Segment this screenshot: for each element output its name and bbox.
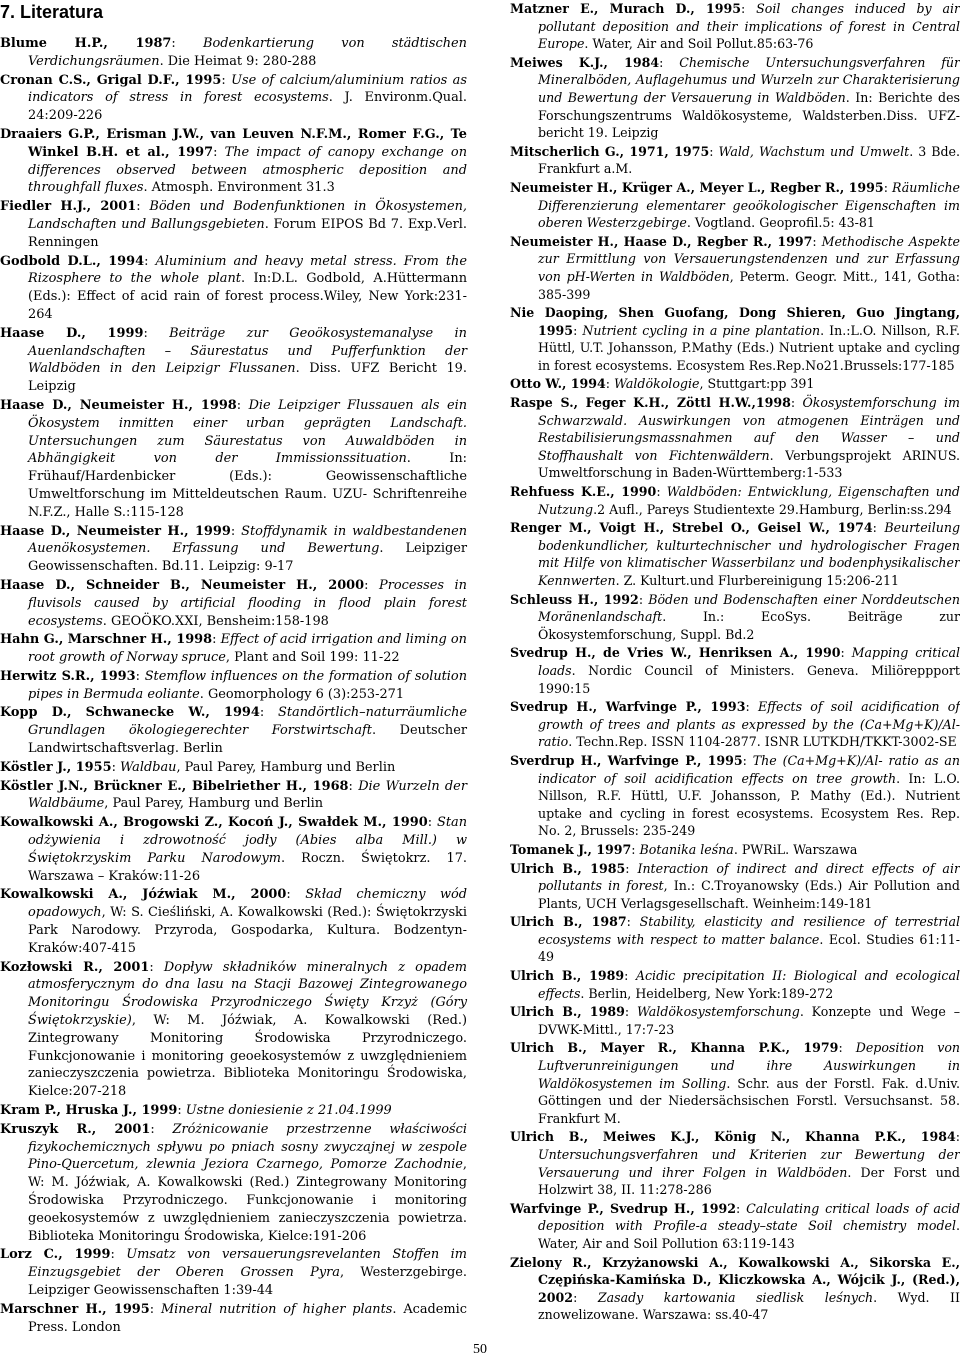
reference-year: , 1984: [901, 1129, 956, 1145]
reference-separator: :: [573, 1289, 598, 1305]
reference-title: Waldbau: [120, 759, 177, 775]
reference-year: , 2001: [91, 1121, 151, 1137]
reference-year: , 1987: [103, 36, 172, 51]
reference-authors: Kowalkowski A., Jóźwiak M.: [0, 887, 232, 903]
reference-title: Dopływ składników mineralnych z opadem atmosferycznym do dna lasu na Stacji Bazowej Zintegrowanego Monitoringu Środowiska Przyrodniczego Święty Krzyż (Góry Świętokrzyskie): [28, 959, 467, 1029]
reference-year: , 1990: [793, 645, 841, 661]
reference-title: Calculating critical loads of acid deposition with Profile-a steady–state Soil chemistry model: [538, 1200, 960, 1234]
reference-authors: Matzner E., Murach D.: [510, 1, 691, 16]
reference-separator: :: [883, 179, 892, 195]
reference-separator: :: [213, 144, 225, 160]
reference-title: Umsatz von versauerungsrevelanten Stoffen im Einzugsgebiet der Oberen Grossen Pyra: [28, 1247, 467, 1281]
reference-year: , 1984: [603, 54, 660, 70]
reference-source: , W: M. Jóźwiak, A. Kowalkowski (Red.) Zintegrowany Monitoring Środowiska Przyrodniczego. Funkcjonowanie i monitoring geoekosystemów z uwzględnieniem zanieczyszczenia powietrza. Biblioteka Monitoringu Środowiska, Kielce:191-206: [28, 1157, 467, 1244]
reference-authors: Ulrich B.: [510, 1004, 578, 1020]
reference-entry: [510, 591, 960, 644]
reference-title: Untersuchungsverfahren und Kriterien zur Bewertung der Versauerung und ihrer Folgen in Waldböden: [538, 1147, 960, 1180]
reference-entry: [0, 778, 467, 814]
reference-separator: :: [745, 699, 758, 715]
reference-year: , 1999: [184, 523, 231, 539]
reference-title: Die Leipziger Flussauen als ein Ökosystem inmitten einer urban geprägten Landschaft. Untersuchungen zum Säurestatus von Auwaldböden in Abhängigkeit von der Immissionssituation: [28, 397, 468, 467]
reference-source: , W: M. Jóźwiak, A. Kowalkowski (Red.) Zintegrowany Monitoring Środowiska Przyrodniczego. Funkcjonowanie i monitoring geoekosystemów z uwzględnieniem zanieczyszczenia powietrza. Biblioteka Monitoringu Środowiska, Kielce:207-218: [28, 1013, 467, 1100]
reference-year: , 1997: [165, 144, 214, 160]
reference-separator: :: [149, 1301, 161, 1317]
reference-source: . Water, Air and Soil Pollut.85:63-76: [584, 36, 814, 52]
reference-source: . Diss. UFZ Bericht 19. Leipzig: [28, 361, 467, 395]
reference-entry: [0, 325, 467, 396]
reference-separator: :: [736, 1200, 747, 1216]
reference-separator: :: [838, 1040, 856, 1056]
reference-source: . In: Berichte des Forschungszentrums Waldökosysteme, Waldsterben.Diss. UFZ-bericht 19. Leipzig: [538, 89, 960, 141]
reference-authors: Fiedler H.J.: [0, 199, 87, 215]
reference-title: Effects of soil acidification of growth of trees and plants as expressed by the (Ca+Mg+K)/Al-ratio: [538, 699, 960, 750]
reference-entry: [510, 519, 960, 589]
reference-source: , Westerzgebirge. Leipziger Geowissenschaften 1:39-44: [28, 1265, 467, 1298]
reference-source: . Schr. aus der Forstl. Fak. d.Univ. Göttingen und der Niedersächsischen Forstl. Versuchsanst. 58. Frankfurt M.: [538, 1075, 960, 1126]
reference-authors: Kopp D., Schwanecke W.: [0, 705, 206, 721]
reference-title: Böden und Bodenschaften einer Norddeutschen Moränenlandschaft: [538, 591, 960, 625]
reference-separator: :: [742, 752, 753, 768]
reference-year: , 1968: [302, 778, 349, 794]
reference-year: , 2000: [231, 887, 287, 903]
reference-authors: Kowalkowski A., Brogowski Z., Kocoń J., Swałdek M.: [0, 815, 383, 831]
reference-entry: [0, 72, 467, 125]
reference-year: , 1974: [825, 520, 873, 536]
reference-entry: [510, 860, 960, 913]
reference-year: , 2001: [98, 959, 150, 975]
reference-title: Aluminium and heavy metal stress. From the Rizosphere to the whole plant: [28, 253, 467, 287]
reference-separator: :: [135, 668, 145, 684]
reference-entry: [0, 886, 467, 957]
reference-year: , 1994: [205, 705, 260, 721]
reference-separator: :: [624, 968, 636, 984]
reference-year: , 1985: [577, 860, 626, 876]
reference-separator: :: [626, 914, 640, 930]
reference-source: . Nordic Council of Ministers. Geneva. Miliöreppport 1990:15: [538, 662, 960, 696]
reference-year: , 1994: [561, 376, 606, 392]
reference-separator: :: [348, 778, 359, 794]
reference-entry: [0, 253, 467, 324]
reference-authors: Köstler J.N., Brückner E., Bibelriether H.: [0, 778, 303, 794]
reference-year: , 1999: [81, 325, 144, 341]
reference-entry: [510, 752, 960, 840]
reference-entry: [510, 54, 960, 142]
reference-list-left: [0, 35, 467, 1336]
reference-separator: :: [136, 199, 150, 215]
reference-year: , 1955: [66, 759, 112, 775]
reference-separator: :: [221, 72, 232, 88]
reference-title: Stemflow influences on the formation of solution pipes in Bermuda eoliante: [28, 668, 467, 702]
reference-year: , 1989: [576, 968, 625, 984]
reference-year: , 1995: [696, 752, 743, 768]
right-column: [510, 0, 960, 1325]
reference-entry: [0, 1301, 467, 1337]
reference-year: , 1999: [132, 1103, 178, 1119]
reference-separator: :: [110, 1247, 127, 1263]
reference-source: . Konzepte und Wege – DVWK-Mittl., 17:7-23: [538, 1004, 960, 1037]
reference-source: . Der Forst und Holzwirt 38, II. 11:278-286: [538, 1164, 960, 1198]
reference-authors: Hahn G., Marschner H.: [0, 632, 168, 648]
reference-entry: [0, 577, 467, 630]
reference-year: , 1971, 1975: [619, 143, 710, 159]
reference-authors: Otto W.: [510, 376, 562, 392]
reference-authors: Herwitz S.R.: [0, 668, 91, 684]
reference-separator: :: [624, 1004, 637, 1020]
reference-year: , 1999: [58, 1247, 111, 1263]
reference-separator: :: [150, 1121, 173, 1137]
reference-source: . Z. Kulturt.und Flurbereinigung 15:206-211: [615, 573, 899, 588]
reference-title: Use of calcium/aluminium ratios as indicators of stress in forest ecosystems: [28, 72, 467, 106]
reference-title: Ökosystemforschung im Schwarzwald. Auswirkungen von atmogenen Einträgen und Restabilisierungsmassnahmen auf den Wasser – und Stoffhaushalt von Fichtenwäldern: [538, 395, 960, 463]
reference-authors: Lorz C.: [0, 1247, 59, 1263]
reference-authors: Ulrich B.: [510, 968, 577, 984]
reference-source: , Paul Parey, Hamburg und Berlin: [176, 759, 396, 775]
reference-entry: [0, 126, 467, 197]
reference-entry: [0, 397, 467, 522]
reference-source: , Stuttgart:pp 391: [699, 376, 815, 392]
reference-title: Soil changes induced by air pollutant deposition and their implications of forest in Central Europe: [538, 1, 960, 52]
reference-separator: :: [111, 759, 121, 775]
reference-year: , 1997: [587, 841, 632, 857]
reference-entry: [510, 394, 960, 482]
reference-title: Waldökosystemforschung: [636, 1004, 800, 1020]
reference-title: The impact of canopy exchange on differences observed between atmospheric deposition and throughfall fluxes: [28, 144, 467, 196]
reference-authors: Renger M., Voigt H., Strebel O., Geisel W.: [510, 520, 826, 536]
reference-title: Processes in fluvisols caused by artificial flooding in flood plain forest ecosystems: [28, 577, 467, 629]
reference-source: . In.:L.O. Nillson, R.F. Hüttl, U.T. Johansson, P.Mathy (Eds.) Nutrient uptake and cycling in forest ecosystems. Ecosystem Res.Rep.No21.Brussels:177-185: [538, 322, 960, 373]
reference-year: , 2002: [538, 1272, 960, 1305]
reference-separator: :: [955, 1129, 960, 1145]
reference-entry: [510, 698, 960, 751]
reference-title: Die Wurzeln der Waldbäume: [28, 778, 467, 812]
reference-title: Nutrient cycling in a pine plantation: [582, 322, 821, 338]
reference-source: . J. Environm.Qual. 24:209-226: [28, 90, 467, 124]
reference-year: , 2001: [86, 199, 137, 215]
reference-separator: :: [840, 645, 852, 661]
reference-source: . 3 Bde. Frankfurt a.M.: [538, 143, 960, 177]
reference-source: , W: S. Cieśliński, A. Kowalkowski (Red.): Świętokrzyski Park Narodowy. Przyroda, Gospodarka, Kultura. Bodzentyn-Kraków:407-415: [28, 905, 467, 956]
reference-authors: Marschner H.: [0, 1301, 103, 1317]
reference-authors: Kozłowski R.: [0, 959, 99, 975]
reference-separator: :: [790, 395, 803, 411]
reference-entry: [0, 1246, 467, 1299]
reference-year: ,1998: [751, 395, 791, 411]
reference-title: Botanika leśna: [639, 841, 734, 857]
reference-separator: :: [659, 54, 680, 70]
reference-authors: Svedrup H., Warfvinge P.: [510, 699, 698, 715]
reference-authors: Meiwes K.J.: [510, 54, 604, 70]
reference-authors: Sverdrup H., Warfvinge P.: [510, 752, 697, 768]
reference-separator: :: [872, 520, 885, 536]
reference-source: . Roczn. Świętokrz. 17. Warszawa – Kraków:11-26: [28, 850, 467, 884]
reference-title: Stability, elasticity and resilience of terrestrial ecosystems with respect to matter balance: [538, 914, 960, 947]
reference-year: , 1993: [90, 668, 136, 684]
reference-entry: [0, 198, 467, 251]
reference-title: Interaction of indirect and direct effects of air pollutants in forest: [538, 860, 960, 894]
reference-authors: Kram P., Hruska J.: [0, 1103, 133, 1119]
reference-source: . Wyd. II znowelizowane. Warszawa: ss.40-47: [538, 1289, 960, 1323]
reference-entry: [510, 143, 960, 178]
reference-source: . Vogtland. Geoprofil.5: 43-81: [686, 215, 875, 231]
reference-authors: Kruszyk R.: [0, 1121, 92, 1137]
reference-year: , 1995: [102, 1301, 150, 1317]
reference-entry: [0, 704, 467, 757]
reference-authors: Haase D., Neumeister H.: [0, 523, 185, 539]
reference-entry: [510, 233, 960, 303]
reference-year: , 1992: [690, 1200, 737, 1216]
reference-year: , 1993: [697, 699, 746, 715]
reference-authors: Rehfuess K.E.: [510, 484, 611, 500]
reference-separator: :: [259, 705, 279, 721]
reference-separator: :: [230, 523, 242, 539]
reference-authors: Neumeister H., Krüger A., Meyer L., Regber R.: [510, 179, 840, 195]
reference-list-right: [510, 0, 960, 1324]
reference-title: Räumliche Differenzierung elementarer geoökologischer Eigenschaften im oberen Westerzgebirge: [538, 179, 960, 231]
reference-source: .2 Aufl., Pareys Studientexte 29.Hamburg, Berlin:ss.294: [593, 501, 952, 517]
reference-entry: [510, 304, 960, 374]
reference-source: . PWRiL. Warszawa: [733, 841, 858, 857]
reference-title: Wald, Wachstum und Umwelt: [718, 143, 910, 159]
reference-title: Skład chemiczny wód opadowych: [28, 887, 467, 921]
reference-source: . Academic Press. London: [28, 1301, 467, 1335]
reference-separator: :: [286, 887, 306, 903]
reference-separator: :: [812, 233, 822, 249]
reference-title: Böden und Bodenfunktionen in Ökosystemen, Landschaften und Ballungsgebieten: [28, 199, 467, 232]
reference-year: , 1998: [167, 632, 213, 648]
reference-separator: :: [656, 484, 667, 500]
reference-title: Methodische Aspekte zur Ermittlung von Versauerungstendenzen und zur Erfassung von pH-Werten in Waldböden: [538, 233, 960, 284]
reference-source: . In: Frühauf/Hardenbicker (Eds.): Geowissenschaftliche Umweltforschung im Mitteldeutschen Raum. UZU- Schriftenreihe N.F.Z., Halle S.:115-128: [28, 451, 467, 520]
left-column: [0, 0, 467, 1337]
reference-title: Waldböden: Entwicklung, Eigenschaften und Nutzung: [538, 484, 960, 517]
reference-title: Effect of acid irrigation and liming on root growth of Norway spruce: [28, 632, 467, 666]
reference-authors: Haase D.: [0, 325, 82, 341]
reference-authors: Schleuss H.: [510, 591, 594, 607]
reference-entry: [510, 913, 960, 966]
reference-separator: :: [149, 959, 164, 975]
reference-entry: [0, 814, 467, 885]
reference-source: . Techn.Rep. ISSN 1104-2877. ISNR LUTKDH/TKKT-3002-SE: [568, 734, 957, 750]
reference-title: Zróżnicowanie przestrzenne właściwości fizykochemicznych spływu po pniach sosny zwyczajnej w zespole Pino-Quercetum, zlewnia Jeziora Czarnego, Pomorze Zachodnie: [28, 1121, 467, 1173]
reference-authors: Nie Daoping, Shen Guofang, Dong Shieren, Guo Jingtang: [510, 305, 956, 321]
reference-year: , 2000: [312, 577, 365, 593]
reference-source: . Ecol. Studies 61:11-49: [538, 931, 960, 965]
reference-title: The (Ca+Mg+K)/Al- ratio as an indicator of soil acidification effects on tree growth: [538, 752, 960, 786]
reference-year: , 1987: [578, 914, 627, 930]
reference-separator: :: [143, 325, 170, 341]
reference-separator: :: [741, 1, 757, 16]
page-number: 50: [473, 1342, 487, 1357]
reference-source: , In.: C.Troyanowsky (Eds.) Air Pollution and Plants, UCH Verlagsgesellschaft. Weinheim:149-181: [538, 878, 960, 911]
reference-title: Stan odżywienia i zdrowotność jodły (Abies alba Mill.) w Świętokrzyskim Parku Narodowym: [28, 815, 467, 866]
reference-source: . Forum EIPOS Bd 7. Exp.Verl. Renningen: [28, 216, 467, 250]
reference-source: . Berlin, Heidelberg, New York:189-272: [580, 985, 834, 1001]
reference-separator: :: [605, 376, 615, 392]
reference-year: , 1997: [767, 233, 813, 249]
reference-title: Chemische Untersuchungsverfahren für Mineralböden, Auflagehumus und Wurzeln zur Charakterisierung und Bewertung der Versauerung in Waldböden: [538, 54, 960, 105]
reference-title: Stoffdynamik in waldbestandenen Auenökosystemen. Erfassung und Bewertung: [28, 523, 468, 557]
reference-title: Mapping critical loads: [538, 645, 960, 678]
reference-entry: [0, 35, 467, 71]
reference-authors: Tomanek J.: [510, 841, 588, 857]
reference-source: . Atmosph. Environment 31.3: [143, 180, 335, 196]
reference-separator: :: [709, 143, 719, 159]
reference-separator: :: [638, 591, 649, 607]
reference-title: Mineral nutrition of higher plants: [160, 1301, 393, 1317]
reference-authors: Ulrich B.: [510, 914, 579, 930]
reference-authors: Haase D., Neumeister H.: [0, 397, 189, 413]
reference-year: , 1990: [382, 815, 428, 831]
reference-separator: :: [144, 253, 156, 269]
reference-entry: [0, 1102, 467, 1120]
reference-source: , Paul Parey, Hamburg und Berlin: [104, 796, 324, 812]
reference-separator: :: [171, 36, 203, 51]
reference-title: Beurteilung bodenkundlicher, kulturtechnischer und hydrologischer Fragen mit Hilfe von klimatischer Wasserbilanz und bodenphysikalischer Kennwerten: [538, 520, 960, 588]
reference-entry: [510, 375, 960, 393]
reference-authors: Draaiers G.P., Erisman J.W., van Leuven N.F.M., Romer F.G., Te Winkel B.H. et al.: [0, 126, 467, 160]
reference-source: . Die Heimat 9: 280-288: [159, 53, 317, 69]
reference-separator: :: [177, 1103, 186, 1119]
reference-source: . Geomorphology 6 (3):253-271: [199, 686, 405, 702]
reference-separator: :: [573, 322, 583, 338]
reference-year: , 1995: [538, 305, 960, 338]
reference-entry: [510, 1254, 960, 1324]
reference-title: Bodenkartierung von städtischen Verdichungsräumen: [28, 36, 467, 69]
reference-title: Waldökologie: [614, 376, 700, 392]
reference-entry: [510, 483, 960, 518]
reference-separator: :: [236, 397, 249, 413]
reference-separator: :: [427, 815, 437, 831]
reference-entry: [510, 841, 960, 859]
reference-separator: :: [212, 632, 221, 648]
section-title: 7. Literatura: [0, 2, 104, 22]
reference-source: . Leipziger Geowissenschaften. Bd.11. Leipzig: 9-17: [28, 541, 467, 575]
reference-entry: [510, 644, 960, 697]
reference-source: . Verbungsprojekt ARINUS. Umweltforschung in Baden-Württemberg:1-533: [538, 447, 960, 481]
reference-authors: Mitscherlich G.: [510, 143, 620, 159]
reference-entry: [0, 668, 467, 704]
reference-source: . In: L.O. Nillson, R.F. Hüttl, U.F. Johansson, P. Mathy (Ed.). Nutrient uptake and cycling in forest ecosystems. Ecosystem Res. Rep. No. 2, Brussels: 235-249: [538, 770, 960, 839]
reference-entry: [0, 631, 467, 667]
reference-authors: Blume H.P.: [0, 36, 104, 51]
reference-entry: [0, 959, 467, 1101]
reference-year: , 1994: [96, 253, 145, 269]
reference-authors: Ulrich B., Meiwes K.J., König N., Khanna P.K.: [510, 1129, 902, 1145]
reference-year: , 1998: [188, 397, 237, 413]
reference-year: , 1990: [610, 484, 657, 500]
reference-authors: Warfvinge P., Svedrup H.: [510, 1200, 691, 1216]
reference-authors: Cronan C.S., Grigal D.F.: [0, 72, 176, 88]
reference-entry: [510, 1003, 960, 1038]
reference-title: Standörtlich–naturräumliche Grundlagen ökologiegerechter Forstwirtschaft: [28, 705, 467, 739]
reference-title: Beiträge zur Geoökosystemanalyse in Auenlandschaften – Säurestatus und Pufferfunktion der Waldböden in den Leipzigr Flussanen: [28, 325, 467, 377]
reference-authors: Raspe S., Feger K.H., Zöttl H.W.: [510, 395, 752, 411]
reference-source: . In:D.L. Godbold, A.Hüttermann (Eds.): Effect of acid rain of forest process.Wiley, New York:231-264: [28, 271, 467, 322]
reference-authors: Neumeister H., Haase D., Regber R.: [510, 233, 768, 249]
reference-entry: [510, 1039, 960, 1127]
reference-year: , 1995: [175, 72, 222, 88]
reference-entry: [510, 0, 960, 53]
reference-entry: [0, 1121, 467, 1246]
reference-authors: Köstler J.: [0, 759, 67, 775]
reference-authors: Haase D., Schneider B., Neumeister H.: [0, 577, 313, 593]
reference-authors: Zielony R., Krzyżanowski A., Kowalkowski A., Sikorska E., Czępińska-Kamińska D., Kliczkowska A., Wójcik J., (Red.): [510, 1254, 960, 1288]
reference-title: Ustne doniesienie z 21.04.1999: [185, 1103, 392, 1119]
reference-year: , 1995: [690, 1, 742, 16]
reference-separator: :: [364, 577, 380, 593]
reference-entry: [510, 967, 960, 1002]
reference-entry: [510, 179, 960, 232]
reference-year: , 1989: [577, 1004, 625, 1020]
reference-year: , 1995: [839, 179, 884, 195]
reference-authors: Godbold D.L.: [0, 253, 97, 269]
reference-source: . Water, Air and Soil Pollution 63:119-143: [538, 1218, 960, 1251]
reference-entry: [510, 1200, 960, 1253]
reference-entry: [0, 523, 467, 576]
reference-source: . Deutscher Landwirtschaftsverlag. Berlin: [28, 723, 467, 757]
reference-source: . In.: EcoSys. Beiträge zur Ökosystemforschung, Suppl. Bd.2: [538, 609, 960, 642]
reference-title: Deposition von Luftverunreinigungen und ihre Auswirkungen in Waldökosystemen im Solling: [538, 1040, 960, 1091]
reference-entry: [510, 1128, 960, 1198]
reference-title: Zasady kartowania siedlisk leśnych: [597, 1289, 874, 1305]
reference-year: , 1992: [593, 591, 639, 607]
reference-source: . GEOÖKO.XXI, Bensheim:158-198: [102, 613, 329, 629]
reference-authors: Ulrich B., Mayer R., Khanna P.K.: [510, 1040, 786, 1056]
reference-year: , 1979: [785, 1040, 839, 1056]
reference-source: , Peterm. Geogr. Mitt., 141, Gotha: 385-399: [538, 268, 960, 302]
reference-source: , Plant and Soil 199: 11-22: [225, 650, 400, 666]
reference-separator: :: [625, 860, 638, 876]
reference-title: Acidic precipitation II: Biological and ecological effects: [538, 968, 960, 1001]
reference-entry: [0, 759, 467, 777]
reference-separator: :: [631, 841, 640, 857]
reference-authors: Ulrich B.: [510, 860, 578, 876]
reference-authors: Svedrup H., de Vries W., Henriksen A.: [510, 645, 794, 661]
